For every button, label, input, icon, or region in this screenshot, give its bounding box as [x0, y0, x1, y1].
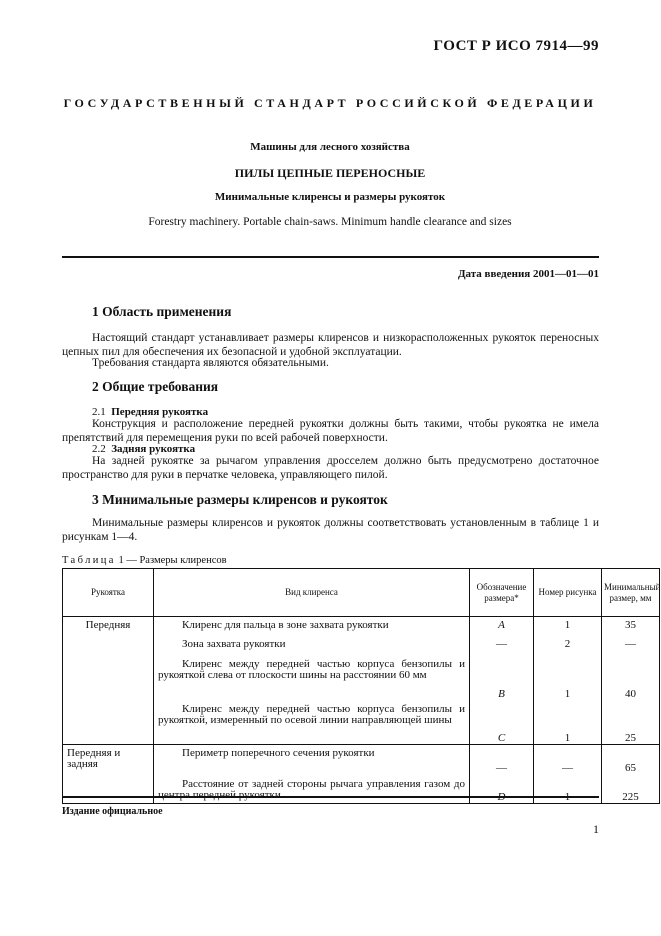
cell-figure: 2: [534, 636, 602, 657]
section-1-heading: 1 Область применения: [92, 304, 232, 319]
table-row: [63, 636, 660, 657]
cell-description: [154, 657, 470, 700]
header-designation: Обозначение размера*: [470, 569, 534, 617]
cell-designation: A: [470, 617, 534, 637]
english-title: Forestry machinery. Portable chain-saws. Minimum handle clearance and sizes: [148, 216, 512, 228]
cell-figure: 1: [534, 774, 602, 804]
section-3-heading: 3 Минимальные размеры клиренсов и рукояток: [92, 492, 388, 507]
page-number: 1: [593, 822, 599, 836]
section-1-paragraph-2: [62, 357, 599, 371]
header-divider: [62, 256, 599, 258]
section-1-paragraph: [62, 332, 599, 359]
section-2-heading: 2 Общие требования: [92, 379, 219, 394]
cell-handle: [63, 657, 154, 700]
cell-designation: D: [470, 774, 534, 804]
subsection-2-1-number: 2.1: [92, 406, 106, 418]
cell-description: [154, 636, 470, 657]
cell-description: [154, 617, 470, 637]
official-edition-label: Издание официальное: [62, 806, 163, 817]
cell-figure: 1: [534, 657, 602, 700]
table-caption-label: Таблица: [62, 555, 116, 566]
table-row: [63, 617, 660, 637]
table-row: [63, 700, 660, 745]
subsection-2-1-paragraph: [62, 418, 599, 445]
state-standard-banner: ГОСУДАРСТВЕННЫЙ СТАНДАРТ РОССИЙСКОЙ ФЕДЕРАЦИИ: [63, 96, 597, 110]
cell-minimum: 25: [602, 700, 660, 745]
cell-minimum: —: [602, 636, 660, 657]
section-1-text-2: Требования стандарта являются обязательными.: [92, 357, 329, 369]
subsection-2-2-text: На задней рукоятке за рычагом управления дросселем должно быть предусмотрено достаточное пространство для руки в перчатке человека, управляющего пилой.: [62, 455, 599, 481]
cell-designation: B: [470, 657, 534, 700]
cell-handle: [63, 636, 154, 657]
cell-handle: Передняя и задняя: [63, 745, 154, 775]
cell-designation: —: [470, 636, 534, 657]
cell-description-text: Клиренс между передней частью корпуса бензопилы и рукояткой, измеренный по осевой линии направляющей шины: [158, 703, 465, 726]
section-1-text: Настоящий стандарт устанавливает размеры клиренсов и низкорасположенных рукояток переносных цепных пил для обеспечения их безопасной и удобной эксплуатации.: [62, 332, 599, 358]
table-caption-title: 1 — Размеры клиренсов: [118, 555, 227, 566]
cell-minimum: 40: [602, 657, 660, 700]
cell-handle: Передняя: [63, 617, 154, 637]
subsection-2-1-heading: [92, 406, 208, 418]
cell-handle: [63, 774, 154, 804]
cell-designation: C: [470, 700, 534, 745]
cell-description: [154, 700, 470, 745]
subsection-2-2-number: 2.2: [92, 443, 106, 455]
cell-description-text: Периметр поперечного сечения рукоятки: [182, 747, 375, 759]
table-header-row: [63, 569, 660, 617]
header-handle: Рукоятка: [63, 569, 154, 617]
section-3-text: Минимальные размеры клиренсов и рукояток должны соответствовать установленным в таблице 1 и рисункам 1—4.: [62, 517, 599, 543]
subsection-2-1-title: Передняя рукоятка: [111, 406, 209, 418]
cell-description-text: Расстояние от задней стороны рычага управления газом до центра передней рукоятки: [158, 778, 465, 801]
subtitle: Минимальные клиренсы и размеры рукояток: [214, 191, 446, 203]
table-row: [63, 745, 660, 775]
section-3-paragraph: [62, 517, 599, 544]
table-row: [63, 774, 660, 804]
cell-figure: 1: [534, 617, 602, 637]
document-code: ГОСТ Р ИСО 7914—99: [433, 38, 599, 54]
cell-description: [154, 745, 470, 775]
cell-figure: 1: [534, 700, 602, 745]
header-minimum-size: Минимальный размер, мм: [602, 569, 660, 617]
introduction-date: Дата введения 2001—01—01: [457, 268, 599, 280]
cell-minimum: 65: [602, 745, 660, 775]
clearance-table: [62, 568, 660, 804]
cell-description-text: Зона захвата рукоятки: [182, 638, 286, 650]
category-title: Машины для лесного хозяйства: [250, 141, 410, 153]
cell-handle: [63, 700, 154, 745]
header-figure-number: Номер рисунка: [534, 569, 602, 617]
subsection-2-2-paragraph: [62, 455, 599, 482]
table-row: [63, 657, 660, 700]
cell-minimum: 225: [602, 774, 660, 804]
header-clearance-type: Вид клиренса: [154, 569, 470, 617]
table-caption: [62, 555, 227, 566]
cell-description: [154, 774, 470, 804]
footer-divider: [62, 796, 599, 798]
cell-figure: —: [534, 745, 602, 775]
cell-description-text: Клиренс для пальца в зоне захвата рукоятки: [182, 619, 389, 631]
subsection-2-2-heading: [92, 443, 195, 455]
main-title: ПИЛЫ ЦЕПНЫЕ ПЕРЕНОСНЫЕ: [234, 166, 426, 180]
cell-minimum: 35: [602, 617, 660, 637]
cell-description-text: Клиренс между передней частью корпуса бензопилы и рукояткой слева от плоскости шины на расстоянии 60 мм: [158, 658, 465, 681]
subsection-2-1-text: Конструкция и расположение передней рукоятки должны быть такими, чтобы рукоятка не имела препятствий для перемещения руки по всей рабочей поверхности.: [62, 418, 599, 444]
cell-designation: —: [470, 745, 534, 775]
subsection-2-2-title: Задняя рукоятка: [111, 443, 196, 455]
